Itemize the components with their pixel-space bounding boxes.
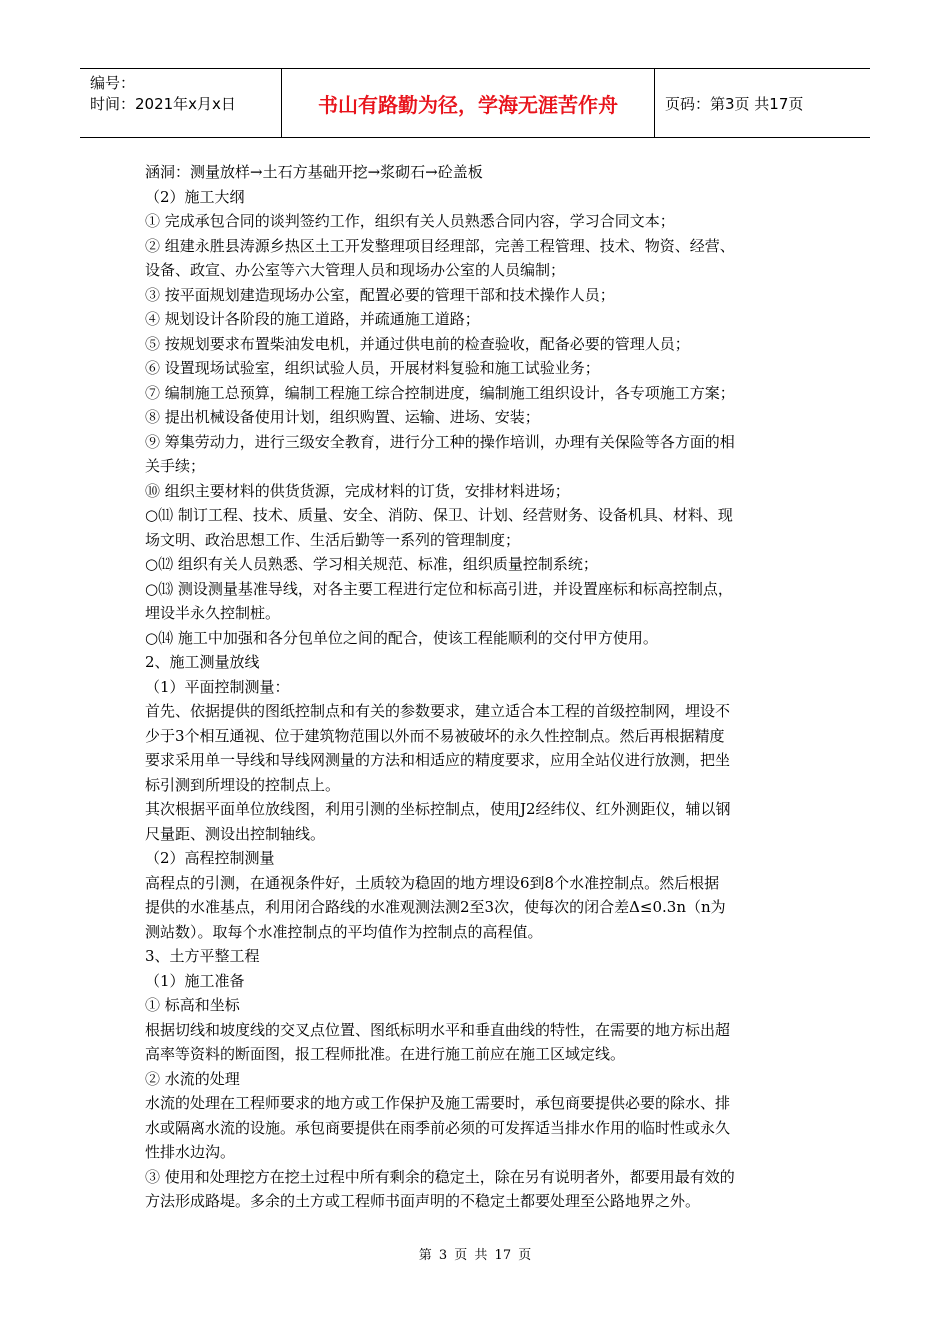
document-time: 时间：2021年x月x日 [90,95,236,113]
body-line: 性排水边沟。 [145,1143,236,1161]
header-page-info: 页码：第3页 共17页 [665,94,804,113]
body-line: 高率等资料的断面图，报工程师批准。在进行施工前应在施工区域定线。 [145,1045,626,1063]
body-line: 高程点的引测，在通视条件好，土质较为稳固的地方埋设6到8个水准控制点。然后根据 [145,873,720,892]
body-line: 提供的水准基点，利用闭合路线的水准观测法测2至3次，使每次的闭合差Δ≤0.3n（n为 [145,898,726,916]
body-line: ⑧ 提出机械设备使用计划，组织购置、运输、进场、安装； [145,408,540,426]
body-line: 根据切线和坡度线的交叉点位置、图纸标明水平和垂直曲线的特性，在需要的地方标出超 [145,1020,731,1039]
body-line: 水或隔离水流的设施。承包商要提供在雨季前必须的可发挥适当排水作用的临时性或永久 [145,1118,731,1137]
body-line: 2、施工测量放线 [145,653,260,671]
body-line: 尺量距、测设出控制轴线。 [145,824,326,843]
body-line: 少于3个相互通视、位于建筑物范围以外而不易被破坏的永久性控制点。然后再根据精度 [145,726,725,745]
body-line: 水流的处理在工程师要求的地方或工作保护及施工需要时，承包商要提供必要的除水、排 [145,1094,731,1112]
body-line: ⑥ 设置现场试验室，组织试验人员，开展材料复验和施工试验业务； [145,359,600,377]
page-footer: 第 3 页 共 17 页 [418,1248,532,1263]
document-number: 编号： [90,74,136,92]
body-line: 其次根据平面单位放线图，利用引测的坐标控制点，使用J2经纬仪、红外测距仪，辅以钢 [145,800,731,818]
body-line: （2）高程控制测量 [145,849,275,867]
body-line: 涵洞：测量放样→土石方基础开挖→浆砌石→砼盖板 [145,163,483,181]
body-line: 方法形成路堤。多余的土方或工程师书面声明的不稳定土都要处理至公路地界之外。 [145,1192,701,1210]
body-line: 设备、政宣、办公室等六大管理人员和现场办公室的人员编制； [145,261,566,279]
body-line: 标引测到所埋设的控制点上。 [145,775,341,794]
body-line: 场文明、政治思想工作、生活后勤等一系列的管理制度； [145,530,521,549]
body-line: 关手续； [145,457,206,475]
body-line: ⑩ 组织主要材料的供货货源，完成材料的订货，安排材料进场； [145,481,570,500]
body-line: （1）平面控制测量： [145,677,290,696]
header-motto: 书山有路勤为径，学海无涯苦作舟 [282,69,655,137]
body-line: ② 水流的处理 [145,1069,240,1088]
body-line: ○⒁ 施工中加强和各分包单位之间的配合，使该工程能顺利的交付甲方使用。 [145,628,658,647]
body-line: 要求采用单一导线和导线网测量的方法和相适应的精度要求，应用全站仪进行放测，把坐 [145,751,731,769]
body-line: ○⑾ 制订工程、技术、质量、安全、消防、保卫、计划、经营财务、设备机具、材料、现 [145,506,733,524]
header-meta [80,69,282,137]
body-line: ④ 规划设计各阶段的施工道路，并疏通施工道路； [145,310,480,328]
body-line: 测站数）。取每个水准控制点的平均值作为控制点的高程值。 [145,922,543,941]
body-line: ① 标高和坐标 [145,996,240,1014]
page-header [80,68,870,138]
body-line: ○⑿ 组织有关人员熟悉、学习相关规范、标准，组织质量控制系统； [145,555,598,573]
body-line: （1）施工准备 [145,971,245,990]
body-line: 埋设半永久控制桩。 [145,604,281,622]
body-line: ③ 使用和处理挖方在挖土过程中所有剩余的稳定土，除在另有说明者外，都要用最有效的 [145,1167,735,1186]
document-body [145,160,810,1214]
body-line: ⑦ 编制施工总预算，编制工程施工综合控制进度，编制施工组织设计，各专项施工方案； [145,383,735,402]
body-line: ⑨ 筹集劳动力，进行三级安全教育，进行分工种的操作培训，办理有关保险等各方面的相 [145,432,735,451]
body-line: 首先、依据提供的图纸控制点和有关的参数要求，建立适合本工程的首级控制网，埋设不 [145,702,731,720]
body-line: ○⒀ 测设测量基准导线，对各主要工程进行定位和标高引进，并设置座标和标高控制点， [145,579,733,598]
body-line: ③ 按平面规划建造现场办公室，配置必要的管理干部和技术操作人员； [145,285,615,304]
body-line: ① 完成承包合同的谈判签约工作，组织有关人员熟悉合同内容，学习合同文本； [145,212,675,230]
body-line: ② 组建永胜县涛源乡热区土工开发整理项目经理部，完善工程管理、技术、物资、经营、 [145,236,735,255]
body-line: （2）施工大纲 [145,187,245,206]
body-line: 3、土方平整工程 [145,947,260,965]
body-line: ⑤ 按规划要求布置柴油发电机，并通过供电前的检查验收，配备必要的管理人员； [145,334,690,353]
